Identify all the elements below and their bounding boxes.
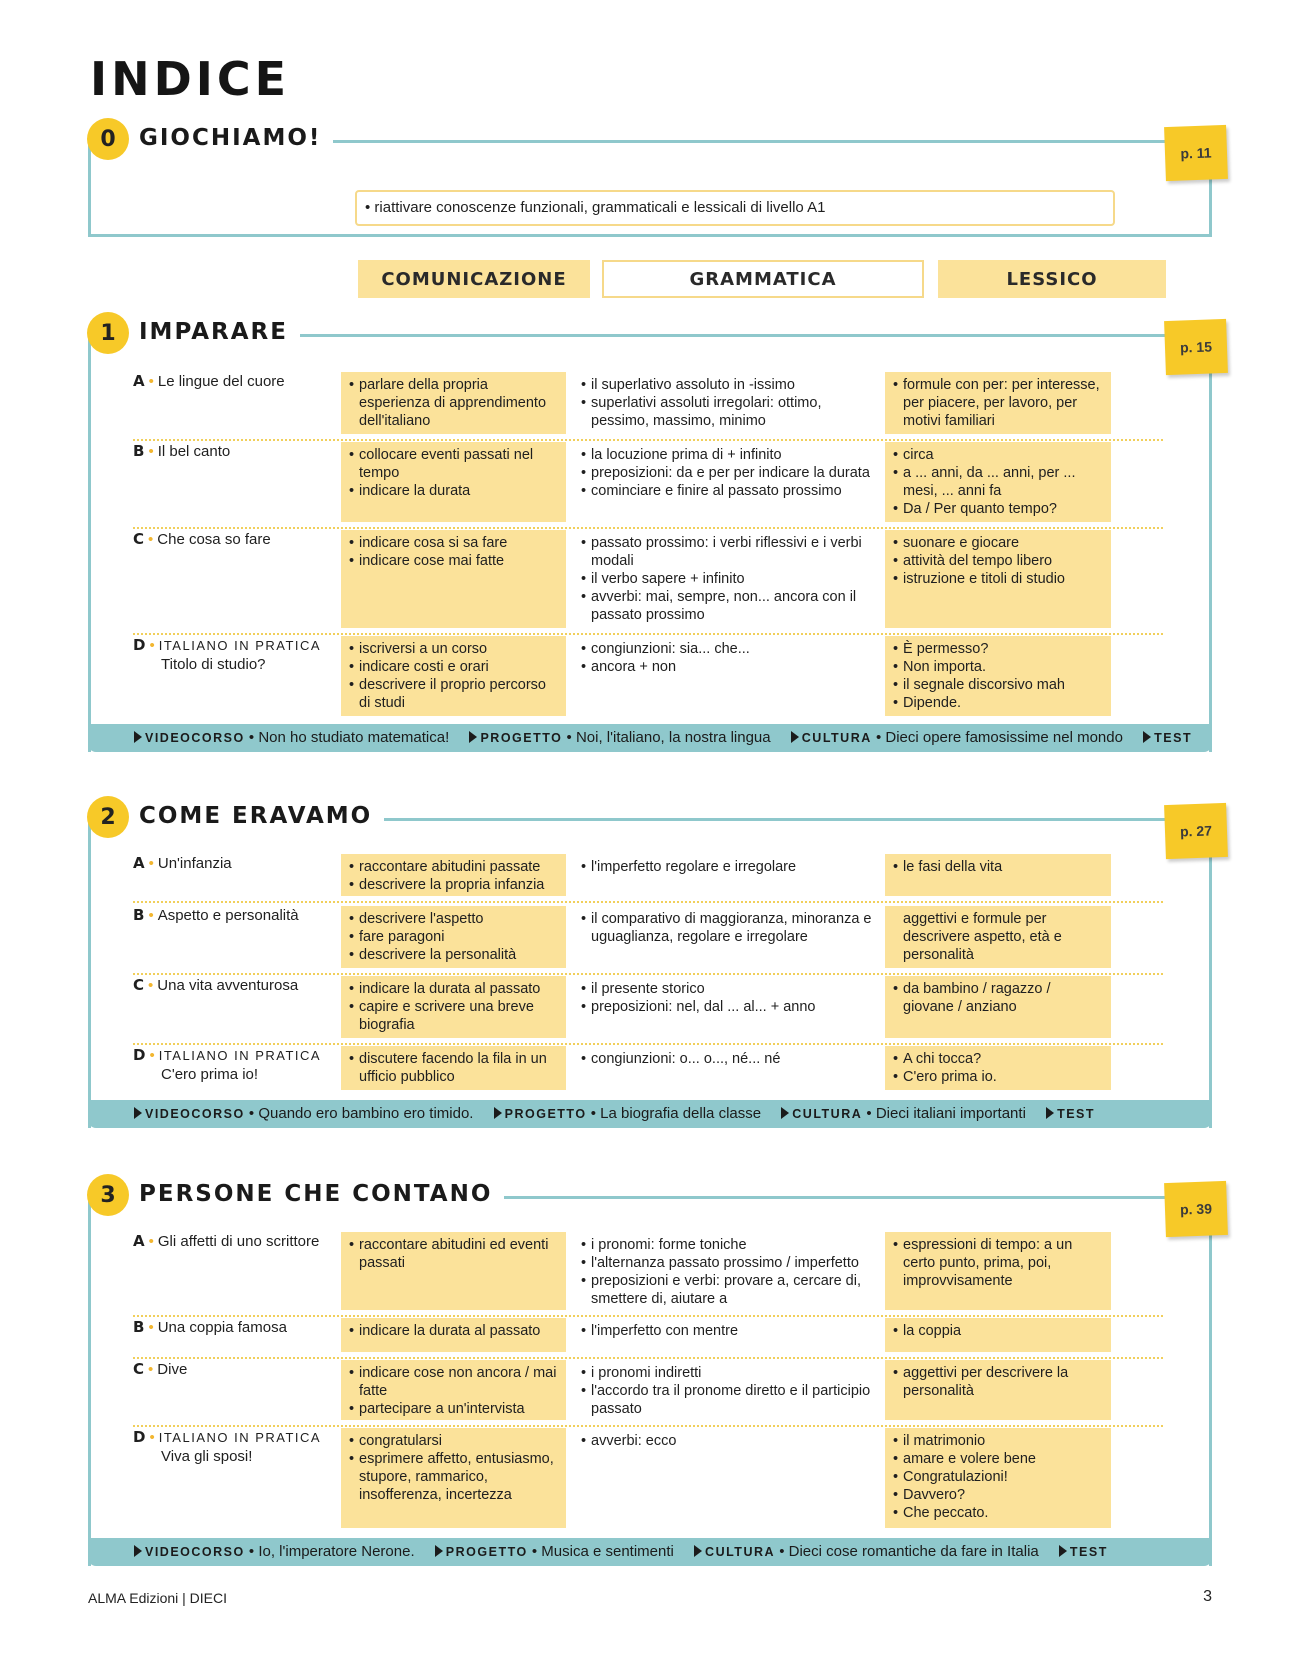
test-link[interactable]: TEST [1046,1100,1095,1128]
lessico-cell: aggettivi e formule per descrivere aspetto, età e personalità [885,906,1111,968]
lesson-row [133,1046,1203,1090]
grammatica-cell: • il comparativo di maggioranza, minoranza e uguaglianza, regolare e irregolare [573,906,883,968]
unit-goal: • riattivare conoscenze funzionali, grammaticali e lessicali di livello A1 [355,190,1115,226]
comunicazione-cell: • iscriversi a un corso • indicare costi e orari • descrivere il proprio percorso di studi [341,636,566,716]
lesson-title[interactable]: D • ITALIANO IN PRATICA Titolo di studio? [133,636,322,673]
grammatica-cell: • congiunzioni: o... o..., né... né [573,1046,883,1090]
lesson-row [133,906,1203,968]
progetto-link[interactable]: PROGETTO • Noi, l'italiano, la nostra lingua [469,724,770,752]
lessico-cell: • circa • a ... anni, da ... anni, per ... mesi, ... anni fa • Da / Per quanto tempo? [885,442,1111,522]
comunicazione-cell: • indicare la durata al passato [341,1318,566,1352]
unit-number-badge: 1 [87,312,129,354]
comunicazione-cell: • indicare la durata al passato • capire e scrivere una breve biografia [341,976,566,1038]
cultura-link[interactable]: CULTURA • Dieci cose romantiche da fare in Italia [694,1538,1039,1566]
videocorso-link[interactable]: VIDEOCORSO • Io, l'imperatore Nerone. [134,1538,415,1566]
grammatica-cell: • l'imperfetto con mentre [573,1318,883,1352]
lesson-title[interactable]: B • Aspetto e personalità [133,906,299,924]
lesson-title[interactable]: D • ITALIANO IN PRATICA C'ero prima io! [133,1046,322,1083]
lesson-title[interactable]: C • Che cosa so fare [133,530,271,548]
unit-0 [88,125,1212,234]
grammatica-cell: • avverbi: ecco [573,1428,883,1528]
header-lessico: LESSICO [938,260,1166,298]
grammatica-cell: • i pronomi indiretti • l'accordo tra il pronome diretto e il participio passato [573,1360,883,1420]
videocorso-link[interactable]: VIDEOCORSO • Quando ero bambino ero timido. [134,1100,473,1128]
lesson-row [133,636,1203,716]
lesson-title[interactable]: C • Dive [133,1360,188,1378]
comunicazione-cell: • indicare cose non ancora / mai fatte • partecipare a un'intervista [341,1360,566,1420]
lessico-cell: • formule con per: per interesse, per piacere, per lavoro, per motivi familiari [885,372,1111,434]
test-link[interactable]: TEST [1059,1538,1108,1566]
unit-3 [88,1181,1213,1566]
cultura-link[interactable]: CULTURA • Dieci italiani importanti [781,1100,1026,1128]
publisher-footer: ALMA Edizioni | DIECI [88,1590,228,1606]
progetto-link[interactable]: PROGETTO • La biografia della classe [494,1100,761,1128]
lessico-cell: • da bambino / ragazzo / giovane / anziano [885,976,1111,1038]
lesson-title[interactable]: A • Gli affetti di uno scrittore [133,1232,320,1250]
grammatica-cell: • l'imperfetto regolare e irregolare [573,854,883,896]
lesson-row [133,1428,1203,1528]
unit-1 [88,319,1213,752]
lessico-cell: • espressioni di tempo: a un certo punto, prima, poi, improvvisamente [885,1232,1111,1310]
comunicazione-cell: • collocare eventi passati nel tempo • indicare la durata [341,442,566,522]
grammatica-cell: • la locuzione prima di + infinito • preposizioni: da e per per indicare la durata • cominciare e finire al passato prossimo [573,442,883,522]
page-tag[interactable]: p. 15 [1164,319,1228,375]
unit-resources-bar [88,724,1212,752]
lessico-cell: • la coppia [885,1318,1111,1352]
unit-number-badge: 3 [87,1174,129,1216]
lesson-title[interactable]: C • Una vita avventurosa [133,976,299,994]
lesson-row [133,854,1203,896]
videocorso-link[interactable]: VIDEOCORSO • Non ho studiato matematica! [134,724,449,752]
grammatica-cell: • passato prossimo: i verbi riflessivi e i verbi modali • il verbo sapere + infinito • avverbi: mai, sempre, non... ancora con il passato prossimo [573,530,883,628]
lesson-title[interactable]: D • ITALIANO IN PRATICA Viva gli sposi! [133,1428,322,1465]
comunicazione-cell: • parlare della propria esperienza di apprendimento dell'italiano [341,372,566,434]
comunicazione-cell: • raccontare abitudini ed eventi passati [341,1232,566,1310]
cultura-link[interactable]: CULTURA • Dieci opere famosissime nel mondo [791,724,1123,752]
unit-number-badge: 0 [87,118,129,160]
page-tag[interactable]: p. 39 [1164,1181,1228,1237]
test-link[interactable]: TEST [1143,724,1192,752]
lesson-title[interactable]: A • Un'infanzia [133,854,232,872]
lessico-cell: • suonare e giocare • attività del tempo libero • istruzione e titoli di studio [885,530,1111,628]
unit-2 [88,803,1213,1128]
comunicazione-cell: • indicare cosa si sa fare • indicare cose mai fatte [341,530,566,628]
lesson-title[interactable]: B • Il bel canto [133,442,231,460]
comunicazione-cell: • congratularsi • esprimere affetto, entusiasmo, stupore, rammarico, insofferenza, incertezza [341,1428,566,1528]
unit-number-badge: 2 [87,796,129,838]
lessico-cell: • il matrimonio • amare e volere bene • Congratulazioni! • Davvero? • Che peccato. [885,1428,1111,1528]
page-tag[interactable]: p. 27 [1164,803,1228,859]
unit-title: PERSONE CHE CONTANO [139,1181,504,1207]
lesson-row [133,976,1203,1038]
lessico-cell: • le fasi della vita [885,854,1111,896]
grammatica-cell: • congiunzioni: sia... che... • ancora + non [573,636,883,716]
grammatica-cell: • il presente storico • preposizioni: nel, dal ... al... + anno [573,976,883,1038]
unit-title: IMPARARE [139,319,300,345]
unit-title: GIOCHIAMO! [139,125,333,151]
page-number: 3 [1203,1588,1212,1605]
lesson-row [133,1232,1203,1310]
header-grammatica: GRAMMATICA [602,260,924,298]
header-comunicazione: COMUNICAZIONE [358,260,590,298]
lesson-row [133,1360,1203,1420]
comunicazione-cell: • descrivere l'aspetto • fare paragoni • descrivere la personalità [341,906,566,968]
progetto-link[interactable]: PROGETTO • Musica e sentimenti [435,1538,674,1566]
lesson-title[interactable]: B • Una coppia famosa [133,1318,287,1336]
unit-title: COME ERAVAMO [139,803,384,829]
page-tag[interactable]: p. 11 [1164,125,1228,181]
unit-resources-bar [88,1100,1212,1128]
grammatica-cell: • i pronomi: forme toniche • l'alternanza passato prossimo / imperfetto • preposizioni e verbi: provare a, cercare di, smettere di, aiutare a [573,1232,883,1310]
lesson-row [133,1318,1203,1352]
lesson-row [133,442,1203,522]
lessico-cell: • A chi tocca? • C'ero prima io. [885,1046,1111,1090]
comunicazione-cell: • raccontare abitudini passate • descrivere la propria infanzia [341,854,566,896]
comunicazione-cell: • discutere facendo la fila in un ufficio pubblico [341,1046,566,1090]
unit-resources-bar [88,1538,1212,1566]
grammatica-cell: • il superlativo assoluto in -issimo • superlativi assoluti irregolari: ottimo, pessimo, massimo, minimo [573,372,883,434]
lessico-cell: • aggettivi per descrivere la personalità [885,1360,1111,1420]
lesson-row [133,530,1203,628]
lesson-row [133,372,1203,434]
page-title: INDICE [90,52,291,106]
lesson-title[interactable]: A • Le lingue del cuore [133,372,285,390]
lessico-cell: • È permesso? • Non importa. • il segnale discorsivo mah • Dipende. [885,636,1111,716]
